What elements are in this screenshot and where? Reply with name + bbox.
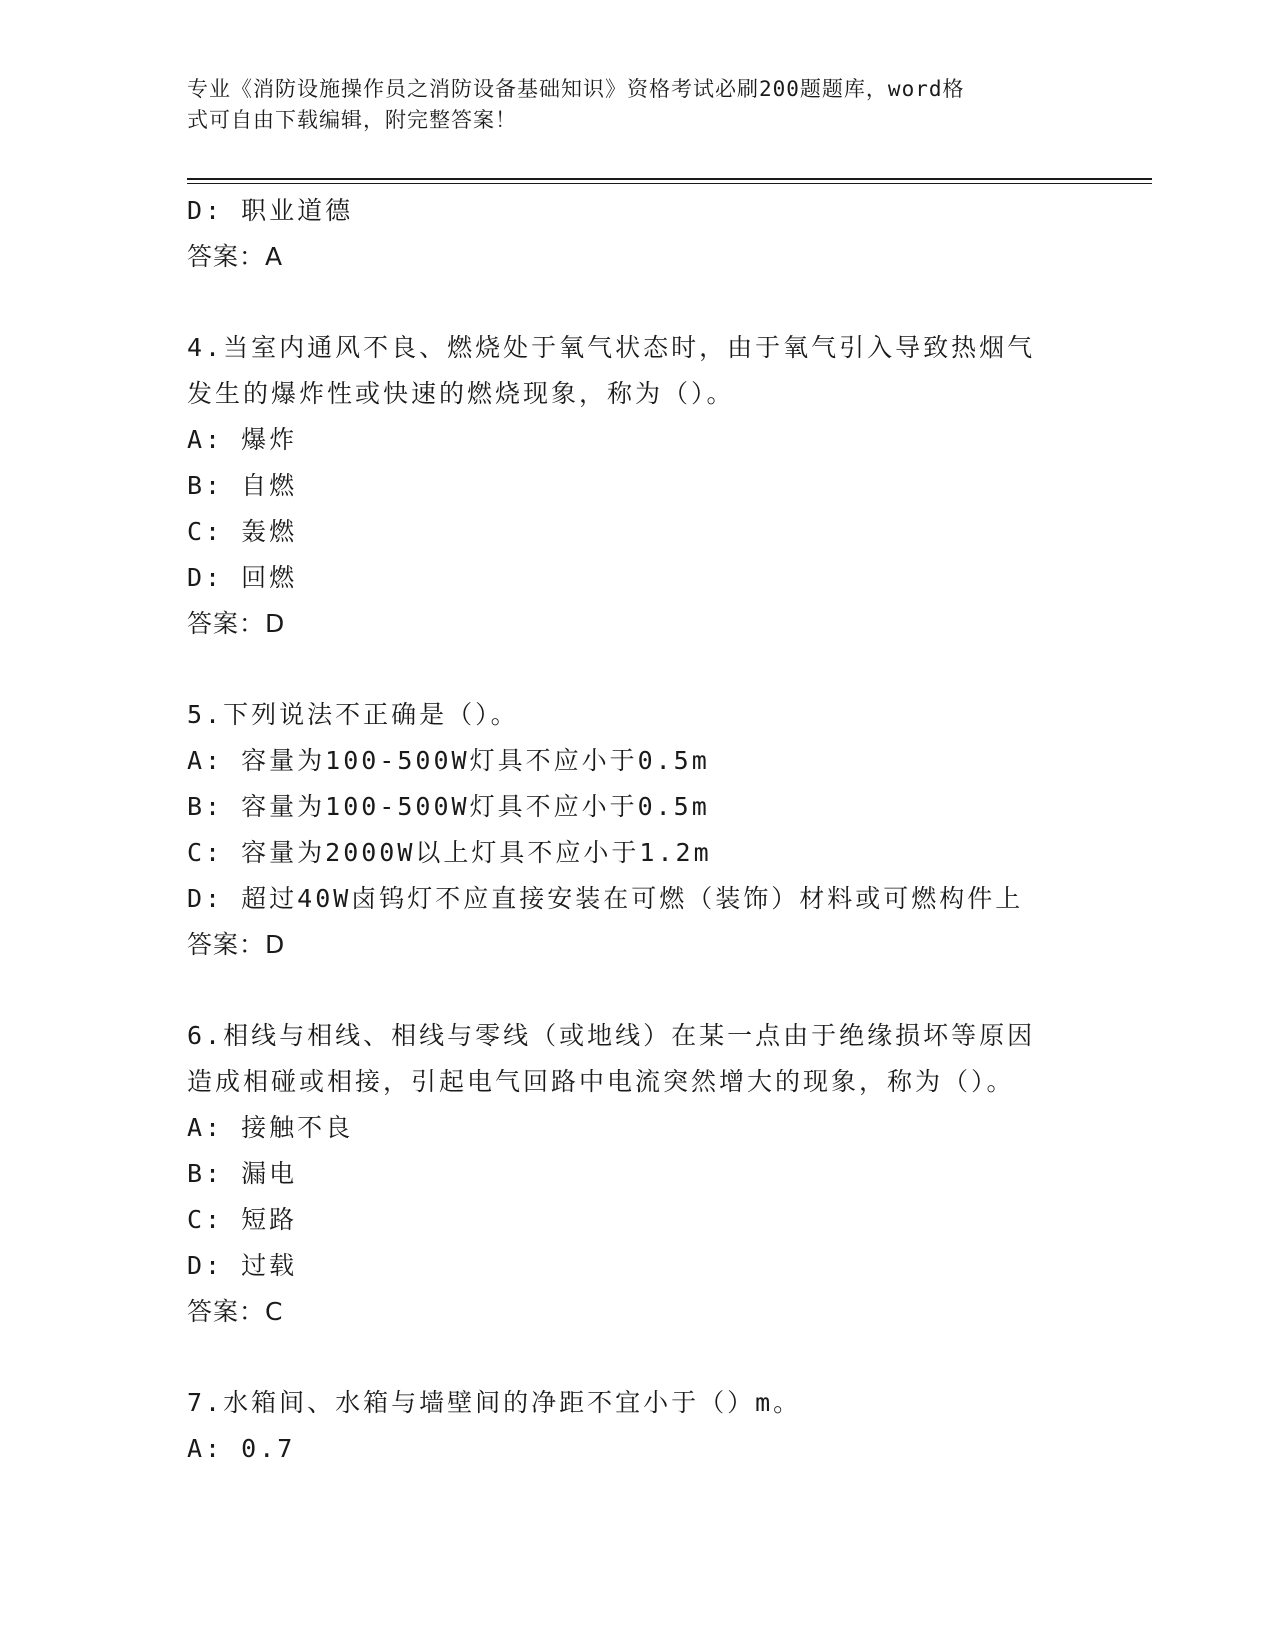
option-a: A: 接触不良	[187, 1113, 354, 1142]
option-c: C: 容量为2000W以上灯具不应小于1.2m	[187, 838, 712, 867]
question-stem-line: 7.水箱间、水箱与墙壁间的净距不宜小于（）m。	[187, 1388, 802, 1417]
header-line-1: 专业《消防设施操作员之消防设备基础知识》资格考试必刷200题题库，word格	[187, 77, 965, 101]
option-c: C: 短路	[187, 1205, 298, 1234]
question-7	[187, 1380, 1152, 1472]
option-d: D: 过载	[187, 1251, 298, 1280]
answer-line: 答案：A	[187, 242, 284, 271]
question-6	[187, 1013, 1152, 1335]
answer-line: 答案：D	[187, 930, 286, 959]
option-d: D: 超过40W卤钨灯不应直接安装在可燃（装饰）材料或可燃构件上	[187, 884, 1024, 913]
question-stem-line: 4.当室内通风不良、燃烧处于氧气状态时，由于氧气引入导致热烟气	[187, 333, 1036, 362]
option-a: A: 0.7	[187, 1434, 296, 1463]
question-stem-line: 发生的爆炸性或快速的燃烧现象，称为（）。	[187, 379, 735, 408]
option-d: D: 职业道德	[187, 196, 354, 225]
header-divider-thick	[187, 178, 1152, 180]
option-c: C: 轰燃	[187, 517, 298, 546]
answer-line: 答案：D	[187, 609, 286, 638]
header-divider-thin	[187, 183, 1152, 184]
document-header	[187, 74, 1067, 136]
answer-line: 答案：C	[187, 1297, 284, 1326]
question-list	[187, 188, 1152, 1472]
option-a: A: 容量为100-500W灯具不应小于0.5m	[187, 746, 710, 775]
question-stem-line: 造成相碰或相接，引起电气回路中电流突然增大的现象，称为（）。	[187, 1067, 1015, 1096]
question-stem-line: 6.相线与相线、相线与零线（或地线）在某一点由于绝缘损坏等原因	[187, 1021, 1036, 1050]
question-stem-line: 5.下列说法不正确是（）。	[187, 700, 519, 729]
option-b: B: 自燃	[187, 471, 298, 500]
question-5	[187, 692, 1152, 968]
header-line-2: 式可自由下载编辑，附完整答案！	[187, 108, 517, 132]
option-b: B: 容量为100-500W灯具不应小于0.5m	[187, 792, 710, 821]
option-d: D: 回燃	[187, 563, 298, 592]
question-4	[187, 325, 1152, 647]
option-b: B: 漏电	[187, 1159, 298, 1188]
option-a: A: 爆炸	[187, 425, 298, 454]
